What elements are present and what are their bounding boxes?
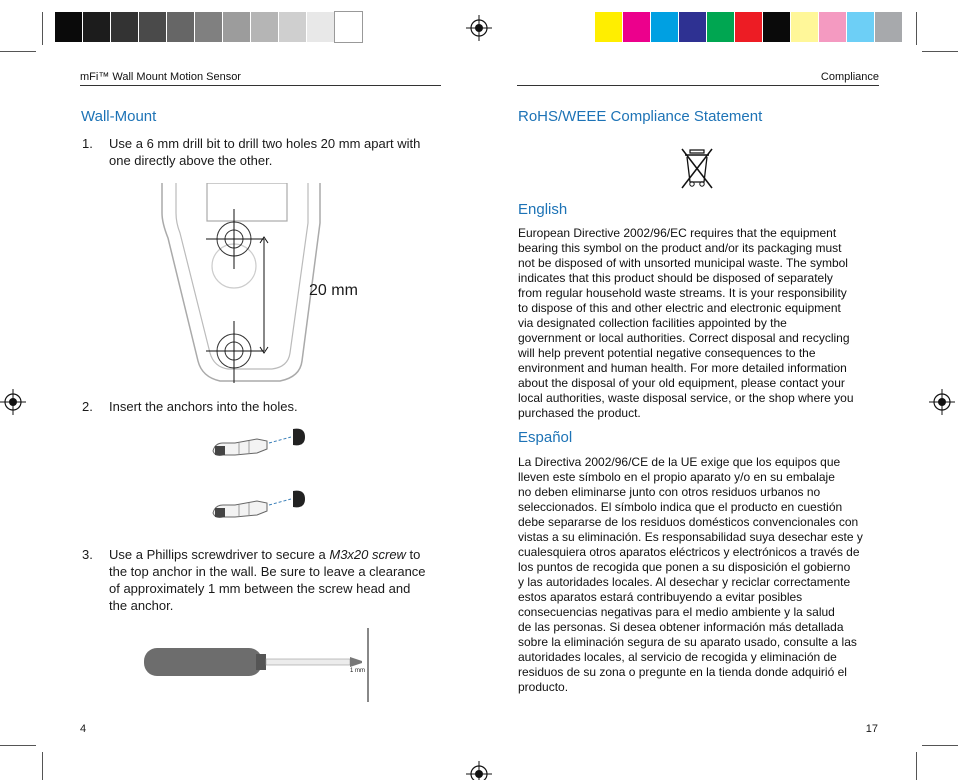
color-swatch (83, 12, 110, 42)
clearance-label: 1 mm (350, 668, 365, 674)
color-swatch (623, 12, 650, 42)
paragraph-line: not be disposed of with unsorted municipal waste. The symbol (518, 256, 848, 270)
crop-mark (916, 752, 917, 780)
paragraph-line: environment and human health. For more detailed information (518, 361, 847, 375)
header-rule (517, 85, 879, 86)
page-number: 17 (865, 723, 878, 735)
step-line: the top anchor in the wall. Be sure to leave a clearance (109, 564, 426, 579)
color-swatch (335, 12, 362, 42)
color-swatch (679, 12, 706, 42)
paragraph-line: producto. (518, 680, 569, 694)
spanish-paragraph (518, 455, 863, 695)
paragraph-line: from regular household waste streams. It is your responsibility (518, 286, 847, 300)
color-swatch (791, 12, 818, 42)
language-heading-spanish: Español (518, 429, 573, 446)
section-title: Wall-Mount (81, 108, 157, 125)
weee-bin-icon (678, 145, 716, 190)
color-swatch (139, 12, 166, 42)
color-swatch (55, 12, 82, 42)
paragraph-line: La Directiva 2002/96/CE de la UE exige que los equipos que (518, 455, 841, 469)
paragraph-line: about the disposal of your old equipment, please contact your (518, 376, 845, 390)
registration-mark-icon (929, 389, 955, 415)
paragraph-line: indicates that this product should be disposed of separately (518, 271, 833, 285)
color-swatch (111, 12, 138, 42)
paragraph-line: debe separarse de los residuos domésticos convencionales con (518, 515, 859, 529)
step-text (109, 546, 426, 614)
color-swatch (595, 12, 622, 42)
color-swatch (307, 12, 334, 42)
registration-mark-icon (466, 15, 492, 41)
color-swatch (735, 12, 762, 42)
paragraph-line: cualesquiera otros aparatos eléctricos y electrónicos a través de (518, 545, 860, 559)
step-line: the anchor. (109, 598, 174, 613)
step-number: 1. (82, 136, 93, 151)
step-text: Insert the anchors into the holes. (109, 399, 298, 414)
color-swatch (195, 12, 222, 42)
color-swatch (251, 12, 278, 42)
step-number: 3. (82, 547, 93, 562)
paragraph-line: European Directive 2002/96/EC requires that the equipment (518, 226, 837, 240)
step-number: 2. (82, 399, 93, 414)
color-swatch (763, 12, 790, 42)
paragraph-line: y las autoridades locales. Al desechar y reciclar correctamente (518, 575, 851, 589)
crop-mark (0, 745, 36, 746)
color-swatch (651, 12, 678, 42)
color-swatch (707, 12, 734, 42)
crop-mark (916, 12, 917, 45)
header-rule (80, 85, 441, 86)
paragraph-line: sobre la eliminación segura de su aparato usado, consulte a las (518, 635, 857, 649)
section-title: RoHS/WEEE Compliance Statement (518, 108, 763, 125)
paragraph-line: local authorities, waste disposal service, or the shop where you (518, 391, 854, 405)
paragraph-line: government or local authorities. Correct disposal and recycling (518, 331, 850, 345)
paragraph-line: vistas a su eliminación. Es responsabilidad suya desechar este y (518, 530, 863, 544)
crop-mark (42, 12, 43, 45)
crop-mark (42, 752, 43, 780)
step-line: Use a 6 mm drill bit to drill two holes 20 mm apart with (109, 136, 421, 151)
step-line: Use a Phillips screwdriver to secure a M3x20 screw to (109, 547, 421, 562)
paragraph-line: no deben eliminarse junto con otros residuos urbanos no (518, 485, 821, 499)
running-head: mFi™ Wall Mount Motion Sensor (80, 71, 241, 83)
dimension-label: 20 mm (309, 282, 358, 299)
anchors-diagram (205, 425, 315, 533)
paragraph-line: los puntos de recogida que ponen a su disposición el gobierno (518, 560, 851, 574)
registration-mark-icon (466, 761, 492, 780)
english-paragraph (518, 226, 854, 421)
crop-mark (0, 51, 36, 52)
color-swatch (279, 12, 306, 42)
running-head: Compliance (820, 71, 879, 83)
registration-mark-icon (0, 389, 26, 415)
paragraph-line: purchased the product. (518, 406, 641, 420)
paragraph-line: via designated collection facilities appointed by the (518, 316, 787, 330)
color-swatch (167, 12, 194, 42)
paragraph-line: de las personas. Si desea obtener información más detallada (518, 620, 844, 634)
paragraph-line: lleven este símbolo en el propio aparato y/o en su embalaje (518, 470, 835, 484)
color-swatch (819, 12, 846, 42)
language-heading-english: English (518, 201, 568, 218)
paragraph-line: consecuencias negativas para el medio ambiente y la salud (518, 605, 835, 619)
color-swatch (847, 12, 874, 42)
paragraph-line: to dispose of this and other electric and electronic equipment (518, 301, 841, 315)
paragraph-line: estos aparatos estará contribuyendo a evitar posibles (518, 590, 803, 604)
page-number: 4 (80, 723, 87, 735)
step-text (109, 135, 420, 169)
color-swatch (223, 12, 250, 42)
screwdriver-diagram (140, 626, 375, 702)
step-line: one directly above the other. (109, 153, 273, 168)
paragraph-line: residuos de su zona o pregunte en la tienda donde adquirió el (518, 665, 847, 679)
color-swatch (875, 12, 902, 42)
screw-spec: M3x20 screw (329, 547, 406, 562)
paragraph-line: will help prevent potential negative consequences to the (518, 346, 816, 360)
paragraph-line: seleccionados. El símbolo indica que el producto en cuestión (518, 500, 843, 514)
paragraph-line: autoridades locales, al servicio de recogida y eliminación de (518, 650, 837, 664)
step-line: of approximately 1 mm between the screw head and (109, 581, 411, 596)
paragraph-line: bearing this symbol on the product and/or its packaging must (518, 241, 842, 255)
crop-mark (922, 51, 958, 52)
crop-mark (922, 745, 958, 746)
